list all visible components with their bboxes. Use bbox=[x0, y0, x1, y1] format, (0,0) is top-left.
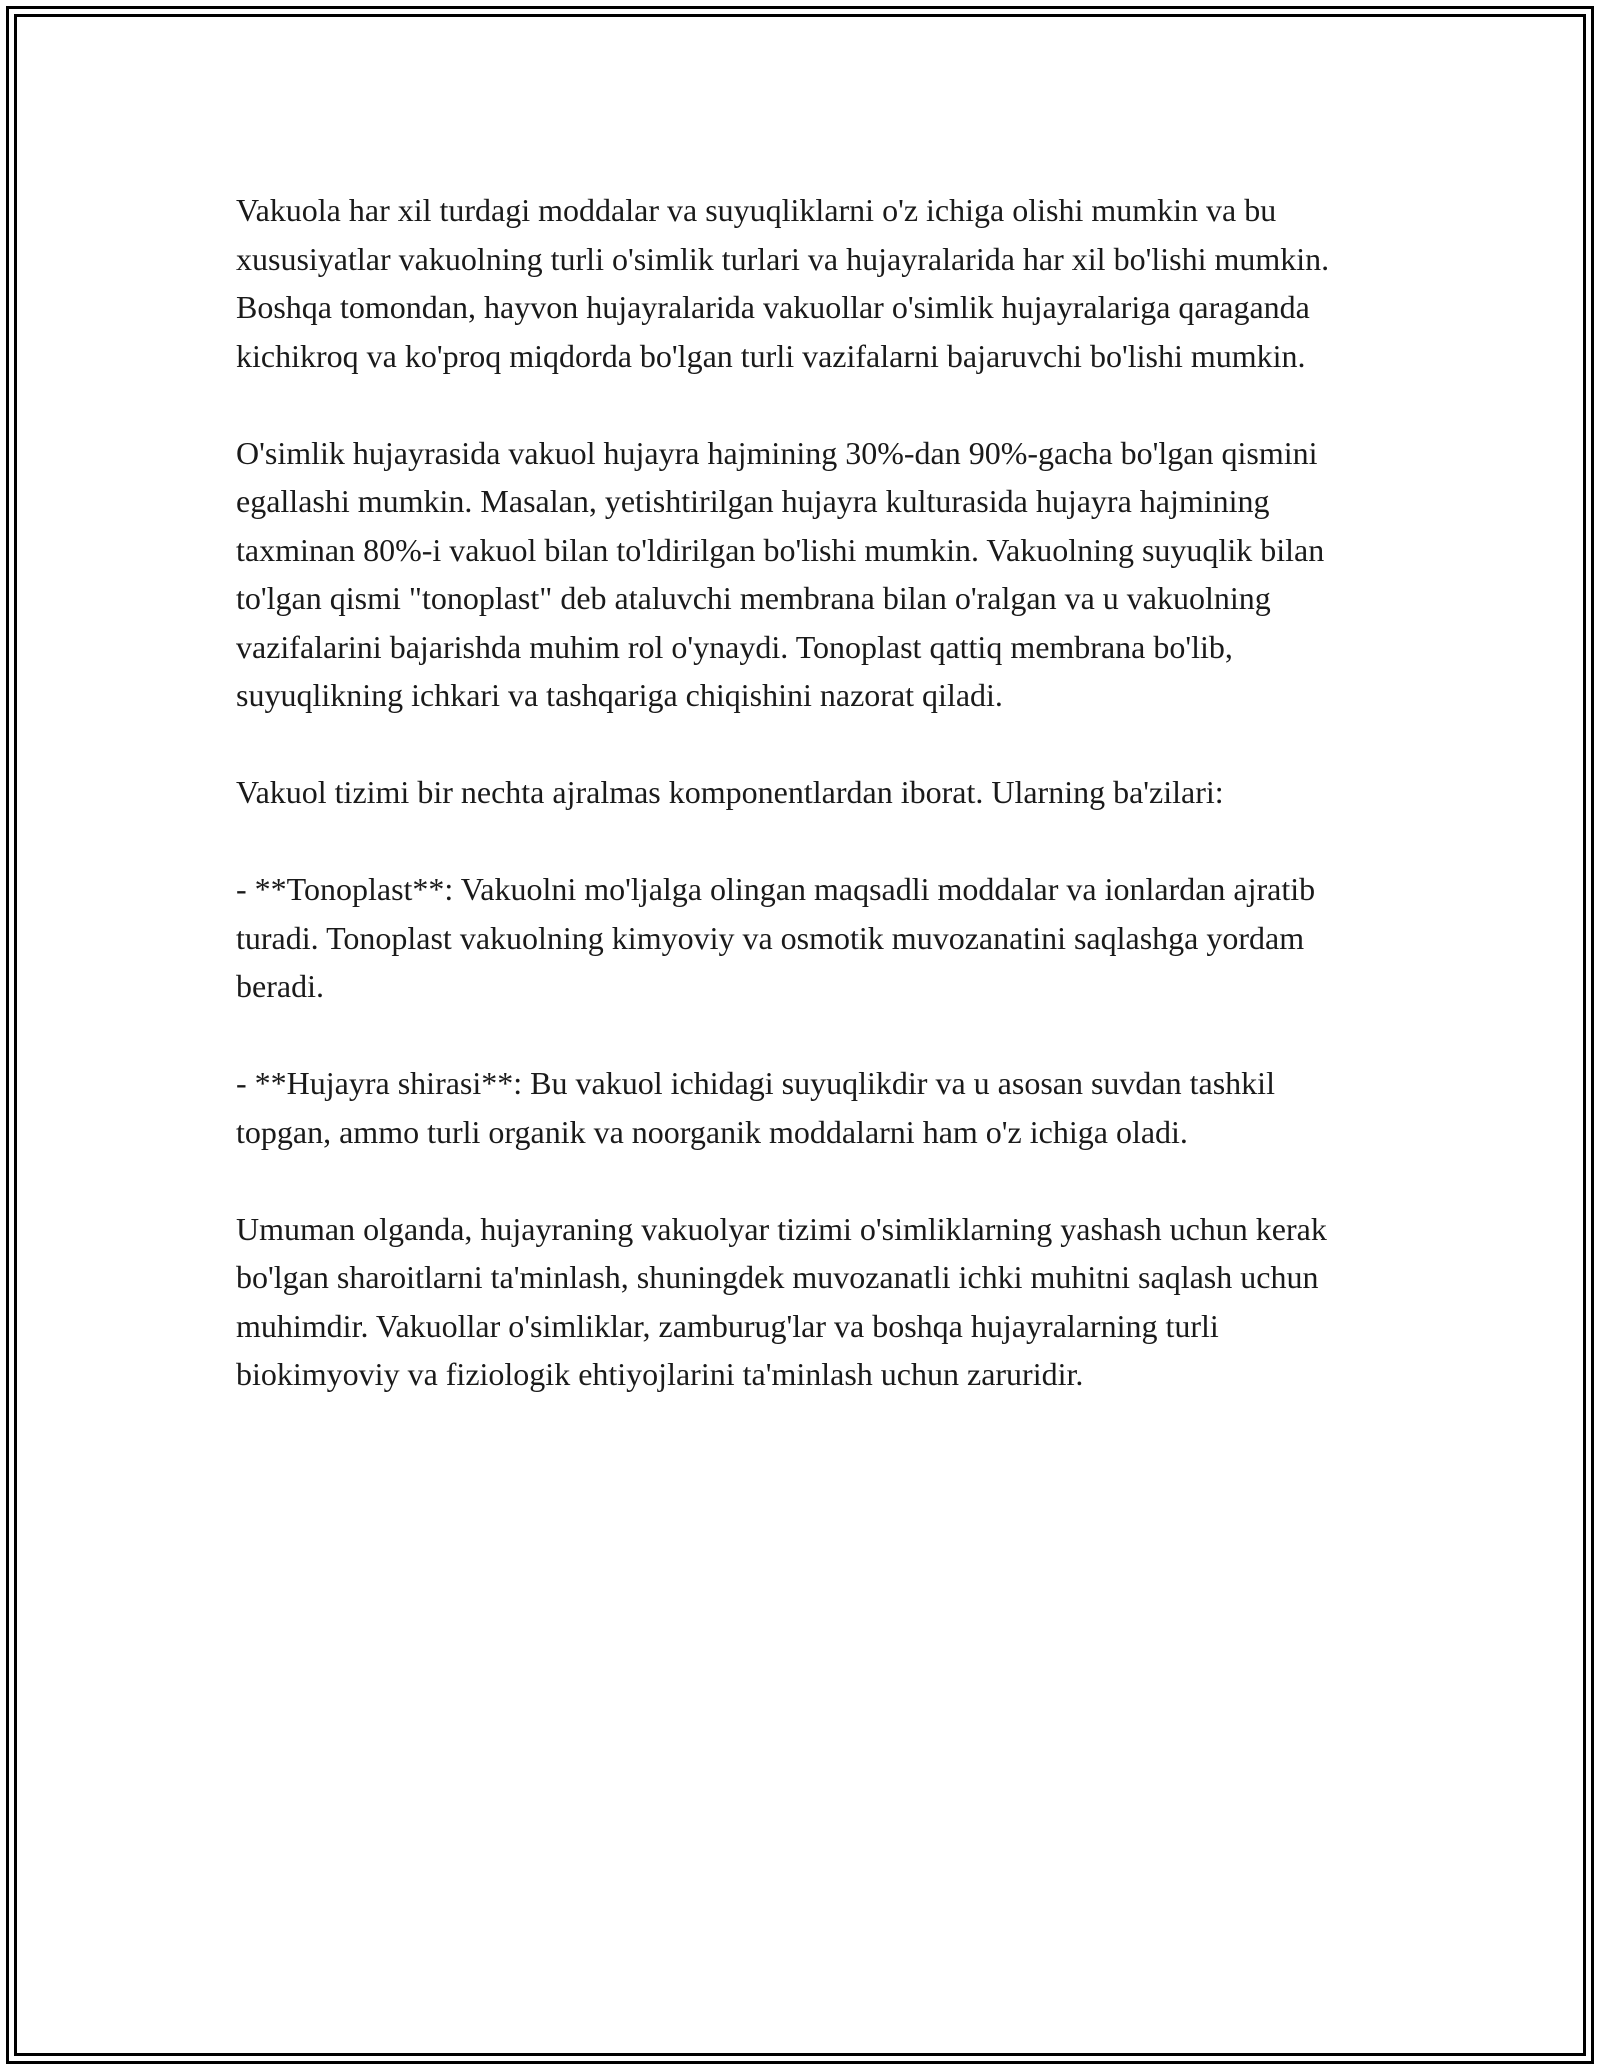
list-item-cell-sap: - **Hujayra shirasi**: Bu vakuol ichidagi suyuqlikdir va u asosan suvdan tashkil topgan, ammo turli organik va noorganik moddalarni ham o'z ichiga oladi. bbox=[236, 1065, 1275, 1150]
paragraph-vacuole-volume: O'simlik hujayrasida vakuol hujayra hajmining 30%-dan 90%-gacha bo'lgan qismini egallashi mumkin. Masalan, yetishtirilgan hujayra kulturasida hujayra hajmining taxminan 80%-i vakuol bilan to'ldirilgan bo'lishi mumkin. Vakuolning suyuqlik bilan to'lgan qismi "tonoplast" deb ataluvchi membrana bilan o'ralgan va u vakuolning vazifalarini bajarishda muhim rol o'ynaydi. Tonoplast qattiq membrana bo'lib, suyuqlikning ichkari va tashqariga chiqishini nazorat qiladi. bbox=[236, 434, 1325, 713]
document-body bbox=[236, 186, 1376, 1447]
paragraph-vacuole-contents: Vakuola har xil turdagi moddalar va suyuqliklarni o'z ichiga olishi mumkin va bu xususiyatlar vakuolning turli o'simlik turlari va hujayralarida har xil bo'lishi mumkin. Boshqa tomondan, hayvon hujayralarida vakuollar o'simlik hujayralariga qaraganda kichikroq va ko'proq miqdorda bo'lgan turli vazifalarni bajaruvchi bo'lishi mumkin. bbox=[236, 192, 1330, 374]
list-item-tonoplast: - **Tonoplast**: Vakuolni mo'ljalga olingan maqsadli moddalar va ionlardan ajratib turadi. Tonoplast vakuolning kimyoviy va osmotik muvozanatini saqlashga yordam beradi. bbox=[236, 871, 1316, 1004]
paragraph-conclusion: Umuman olganda, hujayraning vakuolyar tizimi o'simliklarning yashash uchun kerak bo'lgan sharoitlarni ta'minlash, shuningdek muvozanatli ichki muhitni saqlash uchun muhimdir. Vakuollar o'simliklar, zamburug'lar va boshqa hujayralarning turli biokimyoviy va fiziologik ehtiyojlarini ta'minlash uchun zaruridir. bbox=[236, 1210, 1327, 1392]
paragraph-vacuole-components-intro: Vakuol tizimi bir nechta ajralmas komponentlardan iborat. Ularning ba'zilari: bbox=[236, 774, 1224, 810]
